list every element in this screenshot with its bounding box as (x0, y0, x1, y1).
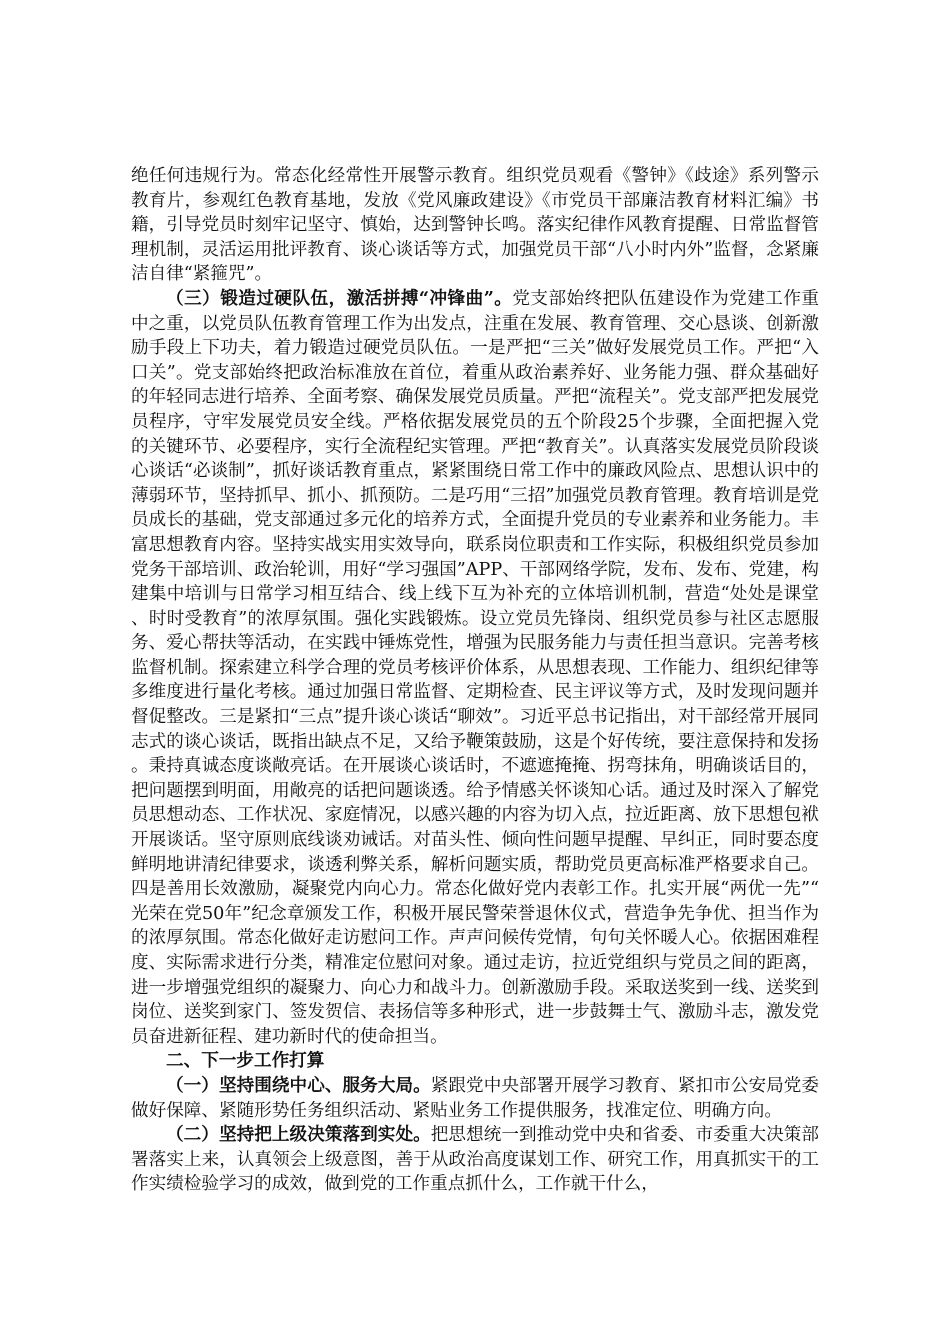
paragraph-implement-decisions (131, 1123, 819, 1197)
paragraph-team-building (131, 287, 819, 1049)
paragraph-body-team-building: 党支部始终把队伍建设作为党建工作重中之重，以党员队伍教育管理工作为出发点，注重在发展、教育管理、交心恳谈、创新激励手段上下功夫，着力锻造过硬党员队伍。一是严把“三关”做好发展党员工作。严把“入口关”。党支部始终把政治标准放在首位，着重从政治素养好、业务能力强、群众基础好的年轻同志进行培养、全面考察、确保发展党员质量。严把“流程关”。党支部严把发展党员程序，守牢发展党员安全线。严格依据发展党员的五个阶段25个步骤，全面把握入党的关键环节、必要程序，实行全流程纪实管理。严把“教育关”。认真落实发展党员阶段谈心谈话“必谈制”，抓好谈话教育重点，紧紧围绕日常工作中的廉政风险点、思想认识中的薄弱环节，坚持抓早、抓小、抓预防。二是巧用“三招”加强党员教育管理。教育培训是党员成长的基础，党支部通过多元化的培养方式，全面提升党员的专业素养和业务能力。丰富思想教育内容。坚持实战实用实效导向，联系岗位职责和工作实际，积极组织党员参加党务干部培训、政治轮训，用好“学习强国”APP、干部网络学院，发布、发布、党建，构建集中培训与日常学习相互结合、线上线下互为补充的立体培训机制，营造“处处是课堂、时时受教育”的浓厚氛围。强化实践锻炼。设立党员先锋岗、组织党员参与社区志愿服务、爱心帮扶等活动，在实践中锤炼党性，增强为民服务能力与责任担当意识。完善考核监督机制。探索建立科学合理的党员考核评价体系，从思想表现、工作能力、组织纪律等多维度进行量化考核。通过加强日常监督、定期检查、民主评议等方式，及时发现问题并督促整改。三是紧扣“三点”提升谈心谈话“聊效”。习近平总书记指出，对干部经常开展同志式的谈心谈话，既指出缺点不足，又给予鞭策鼓励，这是个好传统，要注意保持和发扬。秉持真诚态度谈敞亮话。在开展谈心谈话时，不遮遮掩掩、拐弯抹角，明确谈话目的，把问题摆到明面，用敞亮的话把问题谈透。给予情感关怀谈知心话。通过及时深入了解党员思想动态、工作状况、家庭情况，以感兴趣的内容为切入点，拉近距离、放下思想包袱开展谈话。坚守原则底线谈劝诫话。对苗头性、倾向性问题早提醒、早纠正，同时要态度鲜明地讲清纪律要求，谈透利弊关系，解析问题实质，帮助党员更高标准严格要求自己。四是善用长效激励，凝聚党内向心力。常态化做好党内表彰工作。扎实开展“两优一先”“光荣在党50年”纪念章颁发工作，积极开展民警荣誉退休仪式，营造争先争优、担当作为的浓厚氛围。常态化做好走访慰问工作。声声问候传党情，句句关怀暖人心。依据困难程度、实际需求进行分类，精准定位慰问对象。通过走访，拉近党组织与党员之间的距离，进一步增强党组织的凝聚力、向心力和战斗力。创新激励手段。采取送奖到一线、送奖到岗位、送奖到家门、签发贺信、表扬信等多种形式，进一步鼓舞士气、激励斗志，激发党员奋进新征程、建功新时代的使命担当。 (131, 288, 819, 1047)
paragraph-lead-serve-overall: （一）坚持围绕中心、服务大局。 (166, 1074, 431, 1096)
paragraph-warning-education: 绝任何违规行为。常态化经常性开展警示教育。组织党员观看《警钟》《歧途》系列警示教育片，参观红色教育基地，发放《党风廉政建设》《市党员干部廉洁教育材料汇编》书籍，引导党员时刻牢记坚守、慎始，达到警钟长鸣。落实纪律作风教育提醒、日常监督管理机制，灵活运用批评教育、谈心谈话等方式，加强党员干部“八小时内外”监督，念紧廉洁自律“紧箍咒”。 (131, 166, 819, 285)
section-heading-next-steps: 二、下一步工作打算 (166, 1050, 325, 1072)
paragraph-serve-overall (131, 1074, 819, 1123)
paragraph-body-implement-decisions: 把思想统一到推动党中央和省委、市委重大决策部署落实上来，认真领会上级意图，善于从政治高度谋划工作、研究工作，用真抓实干的工作实绩检验学习的成效，做到党的工作重点抓什么，工作就干什么， (131, 1125, 819, 1195)
paragraph-lead-team-building: （三）锻造过硬队伍，激活拼搏“冲锋曲”。 (166, 287, 513, 309)
paragraph-body-serve-overall: 紧跟党中央部署开展学习教育、紧扣市公安局党委做好保障、紧随形势任务组织活动、紧贴业务工作提供服务，找准定位、明确方向。 (131, 1075, 819, 1121)
document-page (131, 164, 819, 1197)
paragraph-lead-implement-decisions: （二）坚持把上级决策落到实处。 (166, 1124, 431, 1146)
